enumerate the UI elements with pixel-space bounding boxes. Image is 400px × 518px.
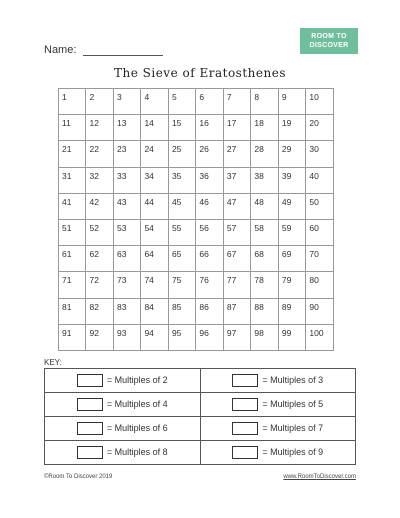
grid-cell[interactable]: 41 xyxy=(59,193,86,219)
grid-row xyxy=(59,324,334,350)
key-item xyxy=(200,417,356,441)
grid-row xyxy=(59,219,334,245)
grid-row xyxy=(59,167,334,193)
grid-cell[interactable]: 95 xyxy=(168,324,195,350)
grid-cell[interactable]: 3 xyxy=(113,89,140,115)
grid-cell[interactable]: 31 xyxy=(59,167,86,193)
grid-cell[interactable]: 29 xyxy=(278,141,305,167)
grid-cell[interactable]: 80 xyxy=(306,272,334,298)
color-swatch-box[interactable] xyxy=(232,398,258,411)
color-swatch-box[interactable] xyxy=(232,446,258,459)
grid-cell[interactable]: 83 xyxy=(113,298,140,324)
grid-cell[interactable]: 90 xyxy=(306,298,334,324)
key-item-label: = Multiples of 7 xyxy=(262,422,324,433)
grid-cell[interactable]: 71 xyxy=(59,272,86,298)
grid-cell[interactable]: 93 xyxy=(113,324,140,350)
grid-cell[interactable]: 27 xyxy=(223,141,250,167)
grid-cell[interactable]: 91 xyxy=(59,324,86,350)
grid-cell[interactable]: 37 xyxy=(223,167,250,193)
key-item-label: = Multiples of 8 xyxy=(106,446,168,457)
key-item xyxy=(45,441,201,465)
number-grid xyxy=(58,88,334,351)
grid-cell[interactable]: 87 xyxy=(223,298,250,324)
grid-cell[interactable]: 42 xyxy=(86,193,113,219)
grid-cell[interactable]: 45 xyxy=(168,193,195,219)
grid-cell[interactable]: 98 xyxy=(251,324,278,350)
grid-cell[interactable]: 6 xyxy=(196,89,223,115)
worksheet-title: The Sieve of Eratosthenes xyxy=(114,66,286,80)
grid-cell[interactable]: 40 xyxy=(306,167,334,193)
grid-cell[interactable]: 50 xyxy=(306,193,334,219)
grid-cell[interactable]: 85 xyxy=(168,298,195,324)
footer-url-link[interactable]: www.RoomToDiscover.com xyxy=(283,474,356,480)
grid-row xyxy=(59,272,334,298)
key-item-label: = Multiples of 9 xyxy=(262,446,324,457)
grid-cell[interactable]: 94 xyxy=(141,324,168,350)
grid-cell[interactable]: 82 xyxy=(86,298,113,324)
color-key-table xyxy=(44,368,356,465)
color-swatch-box[interactable] xyxy=(77,398,103,411)
grid-cell[interactable]: 61 xyxy=(59,246,86,272)
color-swatch-box[interactable] xyxy=(232,422,258,435)
grid-cell[interactable]: 15 xyxy=(168,115,195,141)
grid-cell[interactable]: 10 xyxy=(306,89,334,115)
grid-cell[interactable]: 24 xyxy=(141,141,168,167)
name-label: Name: xyxy=(44,44,77,56)
grid-cell[interactable]: 38 xyxy=(251,167,278,193)
grid-cell[interactable]: 57 xyxy=(223,219,250,245)
key-item xyxy=(200,369,356,393)
grid-cell[interactable]: 68 xyxy=(251,246,278,272)
grid-cell[interactable]: 7 xyxy=(223,89,250,115)
grid-row xyxy=(59,193,334,219)
grid-cell[interactable]: 9 xyxy=(278,89,305,115)
grid-cell[interactable]: 56 xyxy=(196,219,223,245)
grid-cell[interactable]: 51 xyxy=(59,219,86,245)
grid-cell[interactable]: 88 xyxy=(251,298,278,324)
grid-cell[interactable]: 75 xyxy=(168,272,195,298)
key-item xyxy=(200,393,356,417)
grid-cell[interactable]: 79 xyxy=(278,272,305,298)
grid-cell[interactable]: 5 xyxy=(168,89,195,115)
grid-cell[interactable]: 19 xyxy=(278,115,305,141)
grid-row xyxy=(59,298,334,324)
grid-cell[interactable]: 36 xyxy=(196,167,223,193)
key-label: KEY: xyxy=(44,358,62,367)
grid-cell[interactable]: 65 xyxy=(168,246,195,272)
grid-cell[interactable]: 21 xyxy=(59,141,86,167)
grid-row xyxy=(59,141,334,167)
grid-cell[interactable]: 39 xyxy=(278,167,305,193)
color-swatch-box[interactable] xyxy=(77,446,103,459)
grid-cell[interactable]: 96 xyxy=(196,324,223,350)
grid-cell[interactable]: 89 xyxy=(278,298,305,324)
name-field xyxy=(44,44,163,56)
grid-cell[interactable]: 18 xyxy=(251,115,278,141)
grid-cell[interactable]: 76 xyxy=(196,272,223,298)
grid-cell[interactable]: 2 xyxy=(86,89,113,115)
grid-cell[interactable]: 33 xyxy=(113,167,140,193)
key-item-label: = Multiples of 5 xyxy=(262,398,324,409)
grid-cell[interactable]: 47 xyxy=(223,193,250,219)
grid-cell[interactable]: 13 xyxy=(113,115,140,141)
grid-cell[interactable]: 70 xyxy=(306,246,334,272)
grid-cell[interactable]: 92 xyxy=(86,324,113,350)
grid-row xyxy=(59,89,334,115)
logo-line-2: DISCOVER xyxy=(309,42,349,49)
name-blank-line[interactable] xyxy=(83,45,163,56)
grid-cell[interactable]: 72 xyxy=(86,272,113,298)
grid-cell[interactable]: 67 xyxy=(223,246,250,272)
grid-cell[interactable]: 86 xyxy=(196,298,223,324)
grid-cell[interactable]: 26 xyxy=(196,141,223,167)
grid-cell[interactable]: 20 xyxy=(306,115,334,141)
grid-cell[interactable]: 48 xyxy=(251,193,278,219)
grid-cell[interactable]: 17 xyxy=(223,115,250,141)
grid-cell[interactable]: 8 xyxy=(251,89,278,115)
grid-cell[interactable]: 4 xyxy=(141,89,168,115)
room-to-discover-logo xyxy=(300,28,358,54)
key-item-label: = Multiples of 4 xyxy=(106,398,168,409)
grid-cell[interactable]: 35 xyxy=(168,167,195,193)
grid-cell[interactable]: 1 xyxy=(59,89,86,115)
grid-cell[interactable]: 63 xyxy=(113,246,140,272)
grid-cell[interactable]: 11 xyxy=(59,115,86,141)
color-swatch-box[interactable] xyxy=(232,374,258,387)
grid-cell[interactable]: 77 xyxy=(223,272,250,298)
grid-cell[interactable]: 14 xyxy=(141,115,168,141)
grid-cell[interactable]: 52 xyxy=(86,219,113,245)
grid-cell[interactable]: 99 xyxy=(278,324,305,350)
grid-row xyxy=(59,115,334,141)
grid-cell[interactable]: 97 xyxy=(223,324,250,350)
grid-cell[interactable]: 73 xyxy=(113,272,140,298)
key-item xyxy=(45,417,201,441)
key-item-label: = Multiples of 6 xyxy=(106,422,168,433)
grid-cell[interactable]: 62 xyxy=(86,246,113,272)
grid-cell[interactable]: 43 xyxy=(113,193,140,219)
grid-cell[interactable]: 58 xyxy=(251,219,278,245)
key-item-label: = Multiples of 3 xyxy=(262,374,324,385)
grid-cell[interactable]: 44 xyxy=(141,193,168,219)
key-row xyxy=(45,417,356,441)
grid-cell[interactable]: 69 xyxy=(278,246,305,272)
color-swatch-box[interactable] xyxy=(77,422,103,435)
grid-cell[interactable]: 66 xyxy=(196,246,223,272)
grid-row xyxy=(59,246,334,272)
grid-cell[interactable]: 84 xyxy=(141,298,168,324)
key-item xyxy=(45,393,201,417)
grid-cell[interactable]: 22 xyxy=(86,141,113,167)
grid-cell[interactable]: 32 xyxy=(86,167,113,193)
grid-cell[interactable]: 74 xyxy=(141,272,168,298)
key-row xyxy=(45,393,356,417)
key-row xyxy=(45,441,356,465)
grid-cell[interactable]: 81 xyxy=(59,298,86,324)
grid-cell[interactable]: 30 xyxy=(306,141,334,167)
grid-cell[interactable]: 78 xyxy=(251,272,278,298)
grid-cell[interactable]: 64 xyxy=(141,246,168,272)
color-swatch-box[interactable] xyxy=(77,374,103,387)
key-item-label: = Multiples of 2 xyxy=(106,374,168,385)
grid-cell[interactable]: 34 xyxy=(141,167,168,193)
grid-cell[interactable]: 16 xyxy=(196,115,223,141)
grid-cell[interactable]: 49 xyxy=(278,193,305,219)
grid-cell[interactable]: 53 xyxy=(113,219,140,245)
grid-cell[interactable]: 100 xyxy=(306,324,334,350)
grid-cell[interactable]: 54 xyxy=(141,219,168,245)
footer-copyright: ©Room To Discover 2019 xyxy=(44,474,113,480)
grid-cell[interactable]: 46 xyxy=(196,193,223,219)
grid-cell[interactable]: 25 xyxy=(168,141,195,167)
key-item xyxy=(45,369,201,393)
logo-line-1: ROOM TO xyxy=(311,33,347,40)
grid-cell[interactable]: 28 xyxy=(251,141,278,167)
key-item xyxy=(200,441,356,465)
grid-cell[interactable]: 23 xyxy=(113,141,140,167)
key-row xyxy=(45,369,356,393)
grid-cell[interactable]: 59 xyxy=(278,219,305,245)
grid-cell[interactable]: 60 xyxy=(306,219,334,245)
grid-cell[interactable]: 55 xyxy=(168,219,195,245)
grid-cell[interactable]: 12 xyxy=(86,115,113,141)
